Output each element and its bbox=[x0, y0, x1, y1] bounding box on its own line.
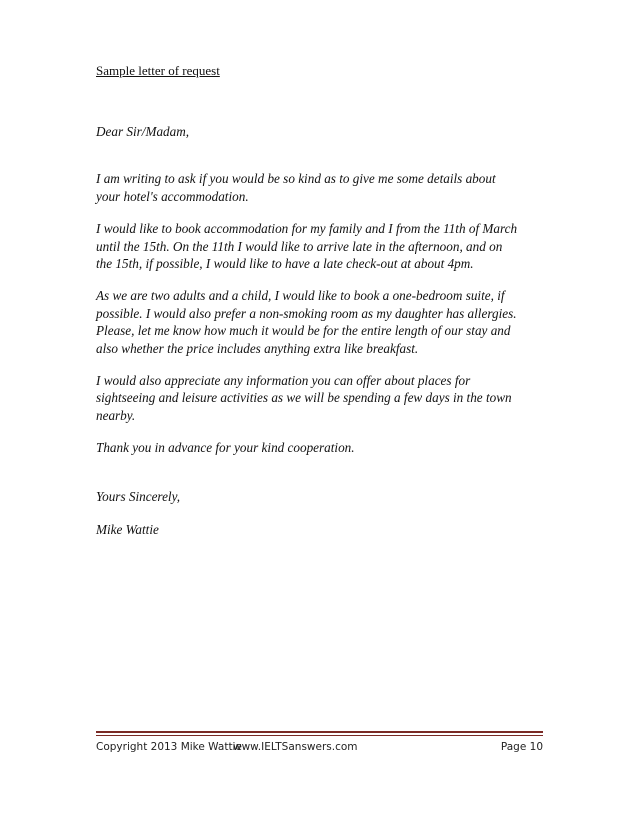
footer-page-number: Page 10 bbox=[500, 741, 543, 753]
letter-body bbox=[96, 123, 546, 539]
letter-paragraph-2: I would like to book accommodation for my family and I from the 11th of March until the 15th. On the 11th I would like to arrive late in the afternoon, and on the 15th, if possible, I would like to have a late check-out at about 4pm. bbox=[96, 221, 518, 272]
letter-paragraph-5: Thank you in advance for your kind cooperation. bbox=[96, 440, 355, 456]
footer-copyright: Copyright 2013 Mike Wattie bbox=[96, 741, 242, 753]
footer-website: www.IELTSanswers.com bbox=[233, 741, 358, 753]
letter-paragraph-3: As we are two adults and a child, I would like to book a one-bedroom suite, if possible. I would also prefer a non-smoking room as my daughter has allergies. Please, let me know how much it would be for the entire length of our stay and also whether the price includes anything extra like breakfast. bbox=[96, 288, 517, 356]
page-title: Sample letter of request bbox=[96, 63, 220, 78]
letter-paragraph-1: I am writing to ask if you would be so kind as to give me some details about your hotel's accommodation. bbox=[96, 171, 496, 204]
letter-paragraph-4: I would also appreciate any information you can offer about places for sightseeing and leisure activities as we will be spending a few days in the town nearby. bbox=[96, 373, 512, 423]
footer-rule bbox=[96, 731, 543, 733]
letter-signature: Mike Wattie bbox=[96, 522, 159, 538]
letter-closing: Yours Sincerely, bbox=[96, 488, 181, 504]
footer-rule-thin bbox=[96, 735, 543, 736]
letter-salutation: Dear Sir/Madam, bbox=[96, 124, 190, 139]
